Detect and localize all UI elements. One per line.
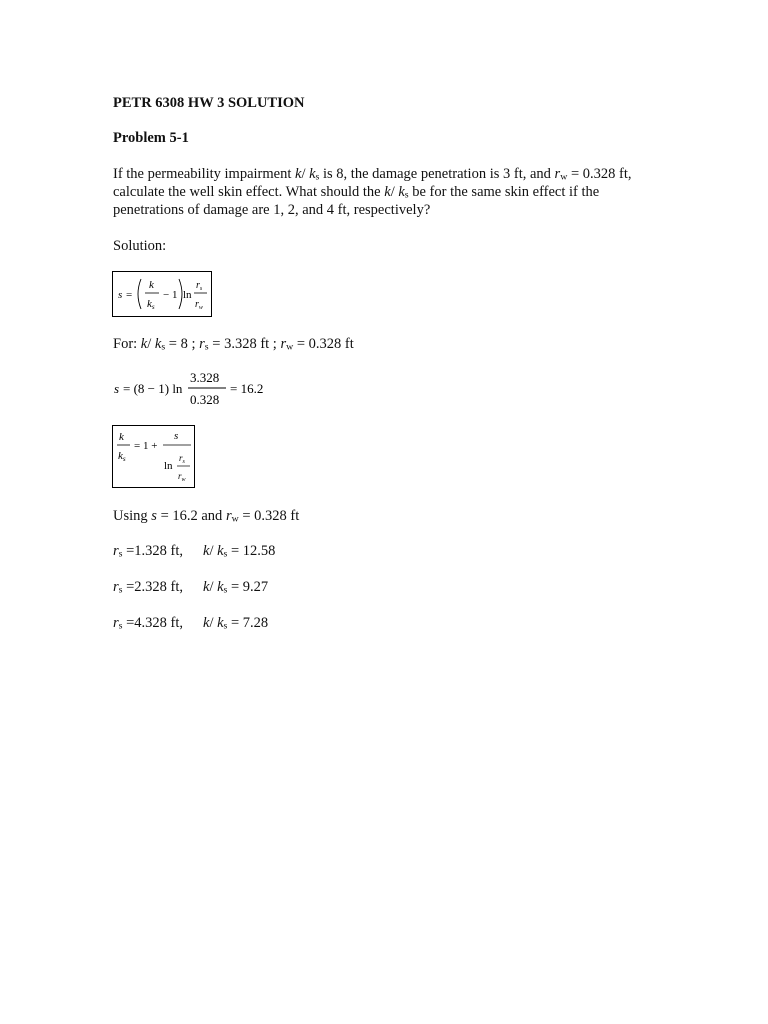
- permeability-ratio-equation-box: [112, 425, 195, 488]
- skin-calculation: [110, 366, 280, 410]
- result-rs: $r_s =2.328$ ft,: [113, 579, 184, 596]
- result-row: [113, 614, 269, 632]
- eq2-denominator: 0.328: [190, 392, 220, 407]
- problem-heading: Problem 5-1: [113, 130, 189, 146]
- eq1-ks: ks: [147, 298, 155, 311]
- result-ratio: k/ $k_s = 12.58$: [203, 543, 276, 560]
- given-values-line: For: k/ $k_s = 8$ ; $r_s = 3.328$ ft ; $r_w = 0.328$ ft: [113, 336, 354, 353]
- eq3-s: s: [174, 430, 179, 442]
- eq2-result: = 16.2: [230, 381, 264, 396]
- eq2-numerator: 3.328: [190, 370, 220, 385]
- result-row: [113, 542, 276, 560]
- eq1-s: s: [118, 289, 123, 301]
- result-rs: $r_s =1.328$ ft,: [113, 543, 184, 560]
- statement-line-1: If the permeability impairment k/ $k_s$ is 8, the damage penetration is 3 ft, and $r_w = 0.328$ ft,: [113, 166, 632, 183]
- eq3-ln: ln: [164, 460, 173, 472]
- eq1-equals: =: [126, 289, 133, 301]
- skin-calculation-equation: [110, 366, 280, 410]
- eq1-minus-one: − 1: [163, 289, 178, 301]
- permeability-ratio-equation: [113, 426, 194, 487]
- result-ratio: k/ $k_s = 7.28$: [203, 615, 269, 632]
- eq3-rw: $r_w$: [178, 471, 186, 483]
- solution-label: Solution:: [113, 238, 167, 254]
- result-rs: $r_s =4.328$ ft,: [113, 615, 184, 632]
- statement-line-2: calculate the well skin effect. What should the k/ $k_s$ be for the same skin effect if the: [113, 184, 600, 201]
- eq1-right-paren: [179, 279, 182, 309]
- eq3-equals-one-plus: = 1 +: [134, 440, 158, 452]
- eq3-rs: $r_s$: [179, 453, 185, 465]
- eq1-ln: ln: [183, 289, 192, 301]
- using-values-line: Using s = 16.2 and $r_w = 0.328$ ft: [113, 508, 300, 525]
- eq3-k: k: [119, 431, 124, 443]
- eq1-k: k: [149, 279, 154, 291]
- skin-equation-box: [112, 271, 212, 317]
- result-ratio: k/ $k_s = 9.27$: [203, 579, 269, 596]
- statement-line-3: penetrations of damage are 1, 2, and 4 ft, respectively?: [113, 202, 431, 218]
- document-title: PETR 6308 HW 3 SOLUTION: [113, 95, 305, 111]
- eq3-ks: ks: [118, 450, 126, 463]
- skin-equation: [113, 272, 211, 316]
- eq1-rs: $r_s$: [196, 280, 203, 292]
- result-row: [113, 578, 269, 596]
- eq1-rw: $r_w$: [195, 299, 203, 311]
- eq2-mid: = (8 − 1) ln: [123, 381, 183, 396]
- eq1-left-paren: [138, 279, 141, 309]
- eq2-s: s: [114, 381, 120, 396]
